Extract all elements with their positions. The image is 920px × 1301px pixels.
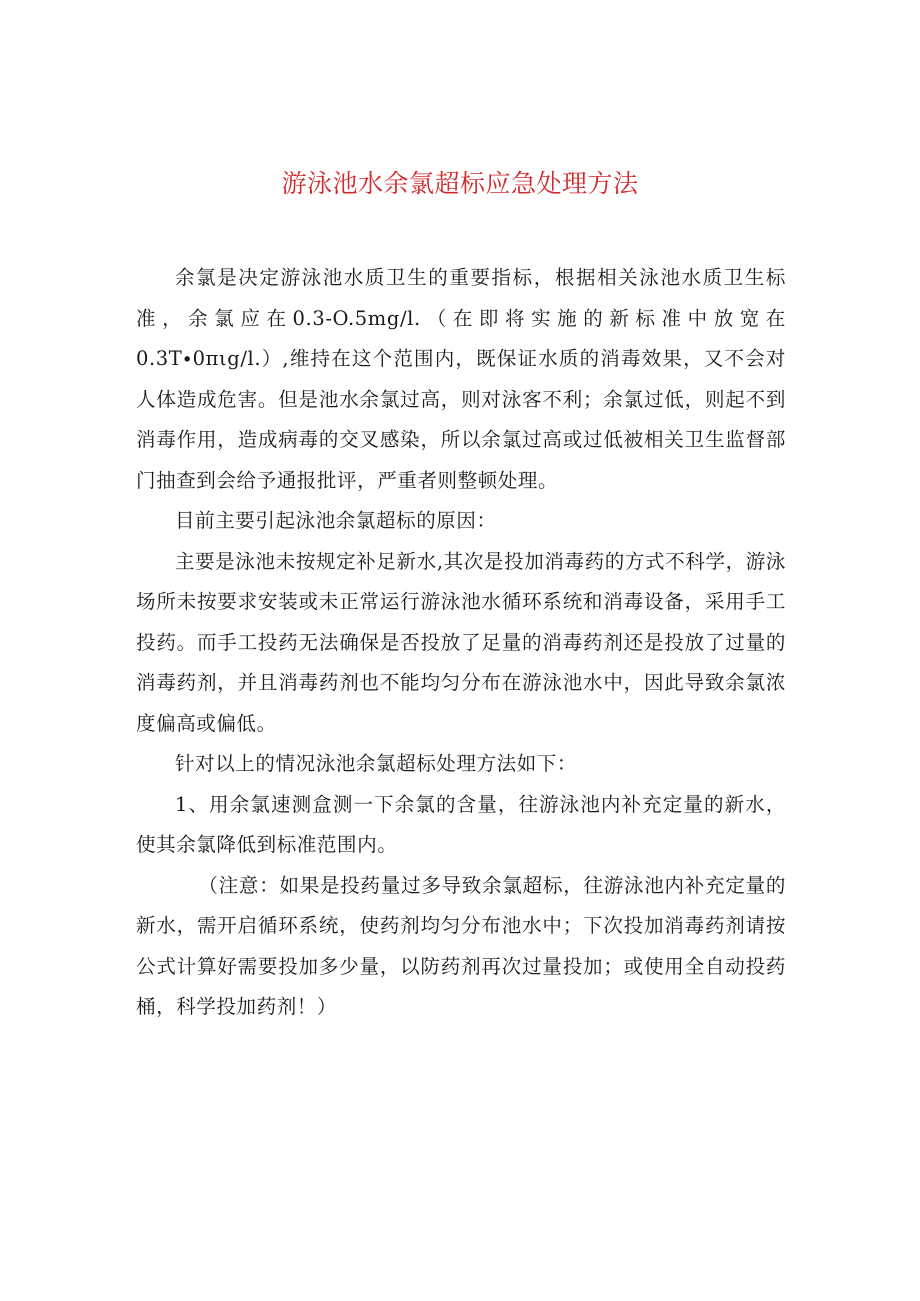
- paragraph-methods-heading: 针对以上的情况泳池余氯超标处理方法如下：: [175, 752, 578, 775]
- document-body: [136, 258, 786, 1028]
- paragraph-method-1: 1、用余氯速测盒测一下余氯的含量，往游泳池内补充定量的新水，使其余氯降低到标准范围内。: [136, 792, 786, 856]
- paragraph-causes-heading: 目前主要引起泳池余氯超标的原因：: [175, 509, 497, 532]
- paragraph-causes: 主要是泳池未按规定补足新水,其次是投加消毒药的方式不科学，游泳场所未按要求安装或未正常运行游泳池水循环系统和消毒设备，采用手工投药。而手工投药无法确保是否投放了足量的消毒药剂还是投放了过量的消毒药剂，并且消毒药剂也不能均匀分布在游泳池水中，因此导致余氯浓度偏高或偏低。: [136, 549, 786, 735]
- document-title: 游泳池水余氯超标应急处理方法: [281, 169, 639, 198]
- paragraph-note: （注意：如果是投药量过多导致余氯超标，往游泳池内补充定量的新水，需开启循环系统，使药剂均匀分布池水中；下次投加消毒药剂请按公式计算好需要投加多少量，以防药剂再次过量投加；或使用全自动投药桶，科学投加药剂！）: [136, 873, 786, 1018]
- paragraph-intro: 余氯是决定游泳池水质卫生的重要指标，根据相关泳池水质卫生标准，余氯应在0.3-O.5mg∕l.（在即将实施的新标准中放宽在0.3T∙0πιg∕l.）,维持在这个范围内，既保证水质的消毒效果，又不会对人体造成危害。但是池水余氯过高，则对泳客不利；余氯过低，则起不到消毒作用，造成病毒的交叉感染，所以余氯过高或过低被相关卫生监督部门抽查到会给予通报批评，严重者则整顿处理。: [136, 266, 786, 492]
